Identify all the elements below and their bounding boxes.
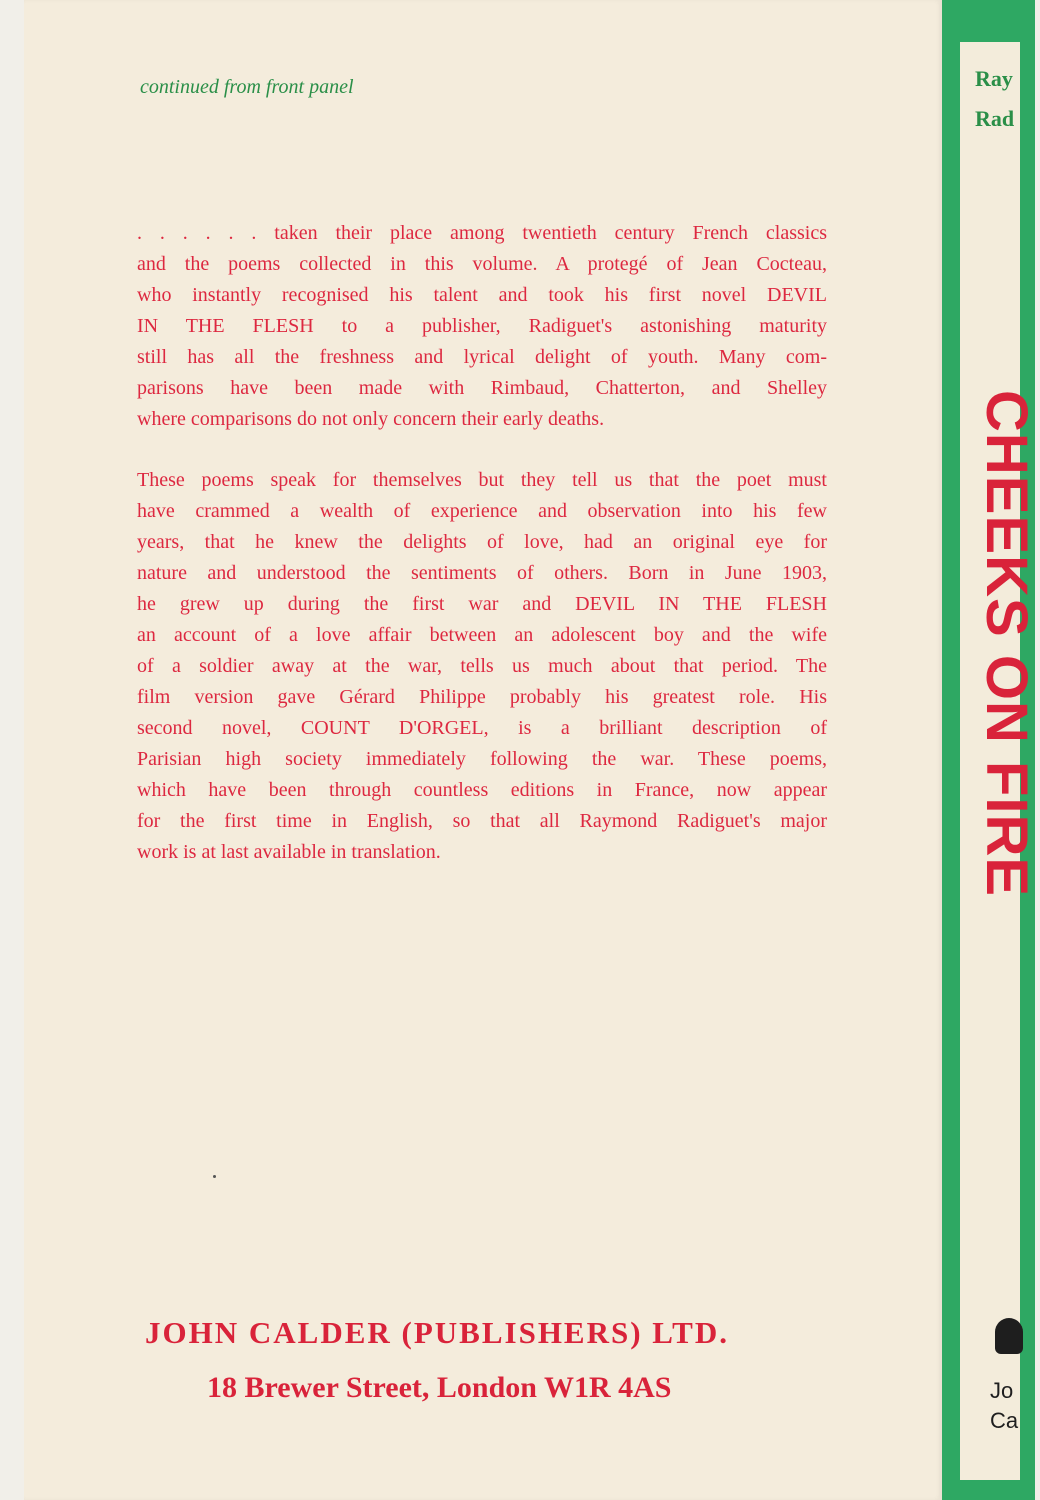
blurb-line: which have been through countless editions in France, now appear [137, 779, 827, 801]
blurb-line: years, that he knew the delights of love, had an original eye for [137, 531, 827, 553]
blurb-line: and the poems collected in this volume. A protegé of Jean Cocteau, [137, 253, 827, 275]
blurb-line: . . . . . . taken their place among twentieth century French classics [137, 222, 827, 244]
blurb-paragraph-2 [137, 465, 827, 868]
blurb-line: IN THE FLESH to a publisher, Radiguet's astonishing maturity [137, 315, 827, 337]
spine-author-line-2: Rad [975, 106, 1015, 131]
blurb-line: where comparisons do not only concern their early deaths. [137, 408, 605, 430]
spine-title [974, 390, 1039, 898]
blurb-line: work is at last available in translation. [137, 841, 441, 863]
blurb-line: an account of a love affair between an adolescent boy and the wife [137, 624, 827, 646]
blurb-line: nature and understood the sentiments of others. Born in June 1903, [137, 562, 827, 584]
blurb-line: film version gave Gérard Philippe probably his greatest role. His [137, 686, 827, 708]
blurb-line: still has all the freshness and lyrical delight of youth. Many com- [137, 346, 827, 368]
publisher-name: JOHN CALDER (PUBLISHERS) LTD. [145, 1315, 729, 1350]
blurb-line: of a soldier away at the war, tells us much about that period. The [137, 655, 827, 677]
spine-publisher-line-1: Jo [990, 1378, 1014, 1403]
continued-note: continued from front panel [140, 76, 354, 98]
publisher-logo-icon [995, 1318, 1023, 1354]
paper-speck [213, 1175, 216, 1178]
blurb-line: These poems speak for themselves but they tell us that the poet must [137, 469, 827, 491]
spine-publisher-line-2: Ca [990, 1408, 1019, 1433]
blurb-line: who instantly recognised his talent and took his first novel DEVIL [137, 284, 827, 306]
blurb-line: for the first time in English, so that all Raymond Radiguet's major [137, 810, 827, 832]
blurb-line: Parisian high society immediately following the war. These poems, [137, 748, 827, 770]
blurb-line: second novel, COUNT D'ORGEL, is a brilliant description of [137, 717, 827, 739]
blurb-line: he grew up during the first war and DEVIL IN THE FLESH [137, 593, 827, 615]
spine-title-text: CHEEKS ON FIRE [974, 390, 1039, 898]
blurb-line: parisons have been made with Rimbaud, Chatterton, and Shelley [137, 377, 827, 399]
blurb-paragraph-1 [137, 218, 827, 435]
publisher-address: 18 Brewer Street, London W1R 4AS [207, 1371, 672, 1404]
spine-author-line-1: Ray [975, 66, 1013, 91]
blurb-line: have crammed a wealth of experience and observation into his few [137, 500, 827, 522]
